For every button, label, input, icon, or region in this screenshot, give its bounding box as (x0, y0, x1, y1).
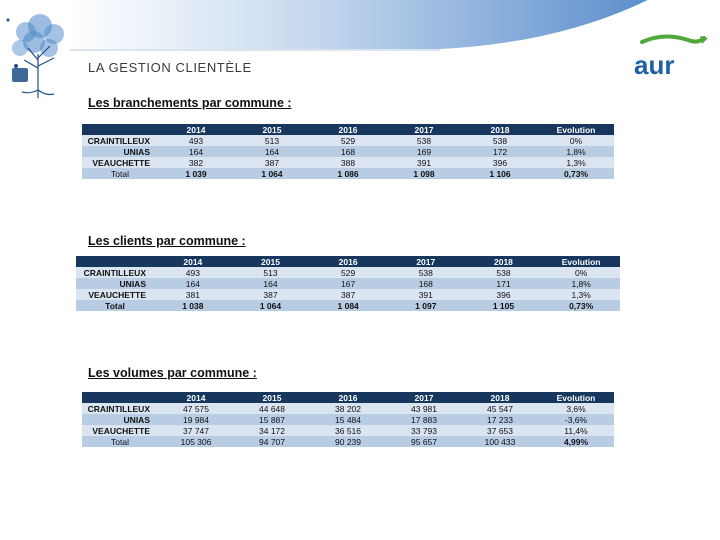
header-cell (82, 392, 158, 403)
table-cell: 538 (462, 135, 538, 146)
commune-name: CRAINTILLEUX (82, 135, 158, 146)
table-header-row (82, 392, 614, 403)
table-cell: 94 707 (234, 436, 310, 447)
header-cell: 2015 (234, 124, 310, 135)
header-cell: Evolution (538, 392, 614, 403)
table-cell: 164 (234, 146, 310, 157)
commune-name: CRAINTILLEUX (82, 403, 158, 414)
table-cell: 38 202 (310, 403, 386, 414)
table-row (82, 414, 614, 425)
table-cell: 391 (387, 289, 465, 300)
table-cell: 387 (232, 289, 310, 300)
table-row (82, 135, 614, 146)
header-swoosh (0, 0, 720, 60)
table-cell: 15 484 (310, 414, 386, 425)
table-cell: 1 105 (465, 300, 543, 311)
table-row (76, 289, 620, 300)
header-cell: 2014 (158, 392, 234, 403)
table-cell: 47 575 (158, 403, 234, 414)
header-cell (82, 124, 158, 135)
header-cell: 2016 (310, 124, 386, 135)
table-cell: 105 306 (158, 436, 234, 447)
section-title-branchements: Les branchements par commune : (88, 96, 292, 110)
header-cell: 2017 (386, 392, 462, 403)
table-header-row (76, 256, 620, 267)
brand-logo-icon (628, 34, 716, 86)
evolution-cell: 0% (542, 267, 620, 278)
table-cell: 37 653 (462, 425, 538, 436)
header-cell: 2018 (462, 124, 538, 135)
table-cell: 1 039 (158, 168, 234, 179)
evolution-cell: 1,3% (542, 289, 620, 300)
total-label: Total (82, 436, 158, 447)
table-cell: 164 (232, 278, 310, 289)
table-cell: 529 (309, 267, 387, 278)
table-cell: 33 793 (386, 425, 462, 436)
table-cell: 387 (309, 289, 387, 300)
table-cell: 169 (386, 146, 462, 157)
evolution-cell: 4,99% (538, 436, 614, 447)
table-cell: 1 064 (234, 168, 310, 179)
table-cell: 493 (154, 267, 232, 278)
table-row (82, 403, 614, 414)
table-cell: 172 (462, 146, 538, 157)
header-cell: 2014 (158, 124, 234, 135)
table-cell: 19 984 (158, 414, 234, 425)
header-cell: Evolution (538, 124, 614, 135)
evolution-cell: 3,6% (538, 403, 614, 414)
header-cell: 2016 (309, 256, 387, 267)
table-cell: 171 (465, 278, 543, 289)
table-cell: 529 (310, 135, 386, 146)
tree-logo-icon (4, 8, 74, 100)
table-header-row (82, 124, 614, 135)
header-cell: 2015 (232, 256, 310, 267)
table-cell: 17 233 (462, 414, 538, 425)
svg-text:aur: aur (634, 50, 675, 80)
table-cell: 44 648 (234, 403, 310, 414)
commune-name: UNIAS (82, 146, 158, 157)
table-cell: 17 883 (386, 414, 462, 425)
commune-name: UNIAS (82, 414, 158, 425)
table-cell: 164 (158, 146, 234, 157)
table-cell: 34 172 (234, 425, 310, 436)
header-cell: 2018 (465, 256, 543, 267)
table-branchements (82, 124, 614, 179)
table-total-row (82, 436, 614, 447)
table-row (82, 157, 614, 168)
table-cell: 1 038 (154, 300, 232, 311)
header-cell: 2015 (234, 392, 310, 403)
table-clients (76, 256, 620, 311)
table-cell: 1 086 (310, 168, 386, 179)
header-cell: 2014 (154, 256, 232, 267)
header-cell (76, 256, 154, 267)
header-cell: 2017 (387, 256, 465, 267)
table-cell: 381 (154, 289, 232, 300)
table-total-row (82, 168, 614, 179)
section-title-clients: Les clients par commune : (88, 234, 246, 248)
evolution-cell: 0% (538, 135, 614, 146)
table-row (82, 425, 614, 436)
table-cell: 513 (234, 135, 310, 146)
table-total-row (76, 300, 620, 311)
table-cell: 95 657 (386, 436, 462, 447)
header-cell: 2016 (310, 392, 386, 403)
table-cell: 1 064 (232, 300, 310, 311)
evolution-cell: 1,8% (542, 278, 620, 289)
section-title-volumes: Les volumes par commune : (88, 366, 257, 380)
header-cell: Evolution (542, 256, 620, 267)
table-volumes (82, 392, 614, 447)
table-cell: 391 (386, 157, 462, 168)
commune-name: UNIAS (76, 278, 154, 289)
commune-name: VEAUCHETTE (76, 289, 154, 300)
table-cell: 1 084 (309, 300, 387, 311)
total-label: Total (82, 168, 158, 179)
commune-name: VEAUCHETTE (82, 157, 158, 168)
page-title: LA GESTION CLIENTÈLE (88, 60, 252, 75)
table-cell: 513 (232, 267, 310, 278)
evolution-cell: 0,73% (538, 168, 614, 179)
table-cell: 167 (309, 278, 387, 289)
commune-name: VEAUCHETTE (82, 425, 158, 436)
header-cell: 2017 (386, 124, 462, 135)
table-cell: 493 (158, 135, 234, 146)
header-cell: 2018 (462, 392, 538, 403)
table-cell: 382 (158, 157, 234, 168)
table-cell: 1 097 (387, 300, 465, 311)
table-cell: 396 (462, 157, 538, 168)
table-cell: 37 747 (158, 425, 234, 436)
table-cell: 538 (386, 135, 462, 146)
commune-name: CRAINTILLEUX (76, 267, 154, 278)
table-cell: 168 (387, 278, 465, 289)
table-cell: 164 (154, 278, 232, 289)
table-cell: 387 (234, 157, 310, 168)
table-cell: 538 (465, 267, 543, 278)
evolution-cell: 1,3% (538, 157, 614, 168)
table-cell: 43 981 (386, 403, 462, 414)
evolution-cell: 0,73% (542, 300, 620, 311)
evolution-cell: -3,6% (538, 414, 614, 425)
table-cell: 15 887 (234, 414, 310, 425)
table-cell: 168 (310, 146, 386, 157)
table-cell: 538 (387, 267, 465, 278)
table-cell: 45 547 (462, 403, 538, 414)
table-cell: 100 433 (462, 436, 538, 447)
table-cell: 36 516 (310, 425, 386, 436)
table-cell: 1 098 (386, 168, 462, 179)
table-row (82, 146, 614, 157)
evolution-cell: 11,4% (538, 425, 614, 436)
total-label: Total (76, 300, 154, 311)
evolution-cell: 1,8% (538, 146, 614, 157)
table-cell: 1 106 (462, 168, 538, 179)
table-cell: 90 239 (310, 436, 386, 447)
table-cell: 388 (310, 157, 386, 168)
table-row (76, 278, 620, 289)
table-row (76, 267, 620, 278)
table-cell: 396 (465, 289, 543, 300)
